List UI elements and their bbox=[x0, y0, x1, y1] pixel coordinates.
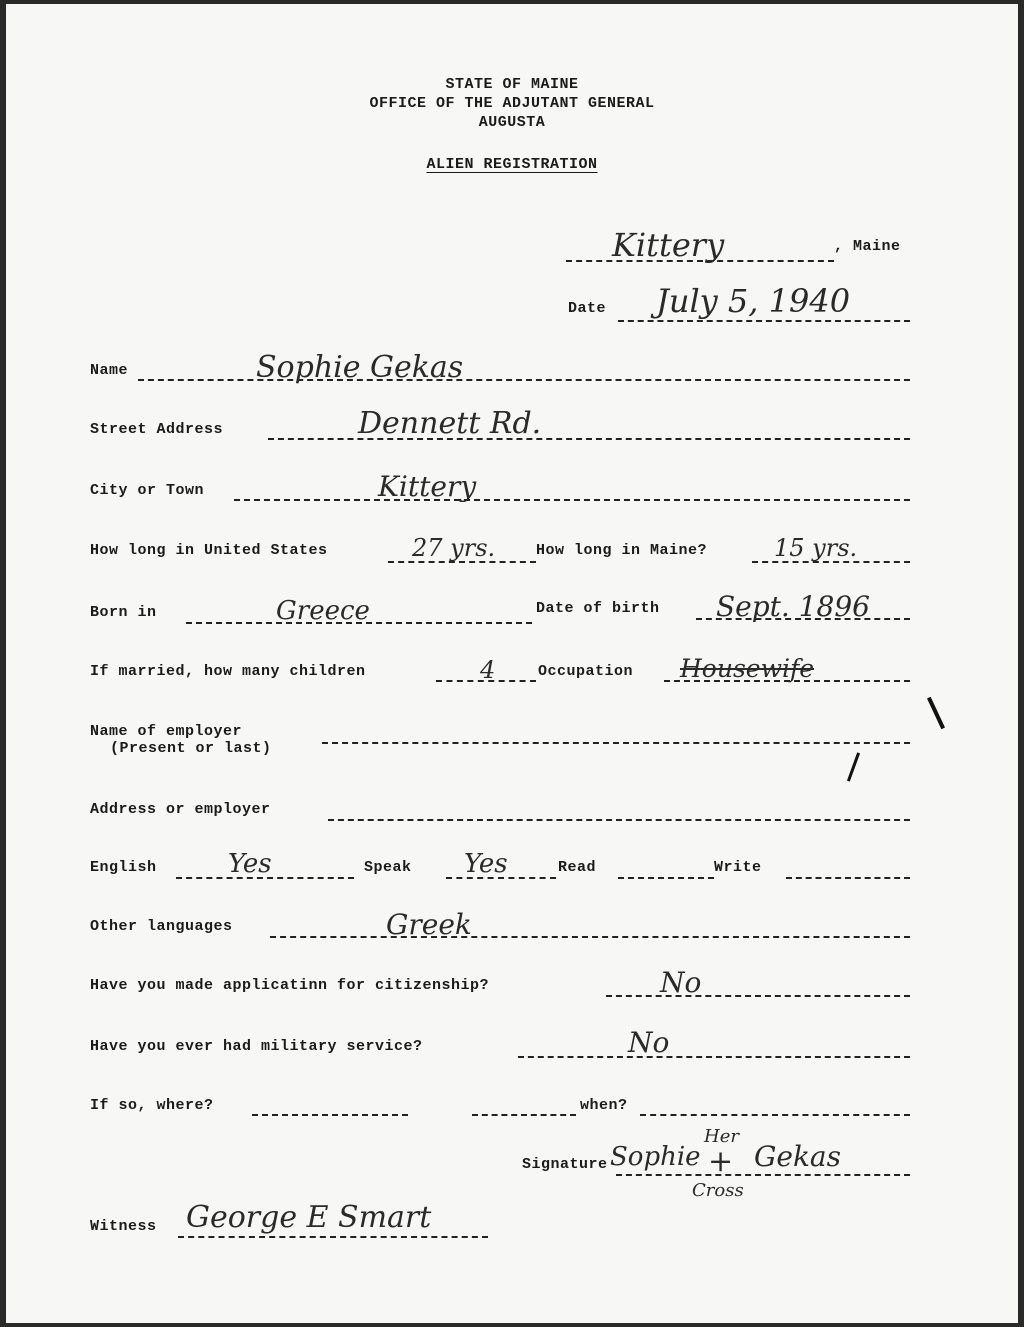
margin-ink-mark bbox=[927, 697, 945, 730]
dob-label: Date of birth bbox=[536, 600, 660, 617]
occupation-value: Housewife bbox=[680, 654, 815, 683]
citizenship-line bbox=[606, 995, 910, 997]
date-line bbox=[618, 320, 910, 322]
street-label: Street Address bbox=[90, 421, 224, 438]
employer-address-label: Address or employer bbox=[90, 801, 271, 818]
speak-value: Yes bbox=[464, 849, 508, 879]
dob-value: Sept. 1896 bbox=[716, 590, 870, 623]
city-value: Kittery bbox=[378, 470, 477, 503]
english-value: Yes bbox=[228, 849, 272, 879]
header-office: OFFICE OF THE ADJUTANT GENERAL bbox=[369, 95, 655, 112]
citizenship-label: Have you made applicatinn for citizenship? bbox=[90, 977, 490, 994]
speak-label: Speak bbox=[364, 859, 412, 876]
signature-line bbox=[616, 1174, 910, 1176]
children-label: If married, how many children bbox=[90, 663, 366, 680]
when-label: when? bbox=[580, 1097, 628, 1114]
military-label: Have you ever had military service? bbox=[90, 1038, 423, 1055]
city-line bbox=[234, 499, 910, 501]
signature-mark: + bbox=[708, 1144, 734, 1179]
city-label: City or Town bbox=[90, 482, 205, 499]
other-languages-value: Greek bbox=[386, 908, 472, 941]
witness-value: George E Smart bbox=[186, 1200, 432, 1235]
signature-label: Signature bbox=[522, 1156, 608, 1173]
witness-line bbox=[178, 1236, 488, 1238]
us-value: 27 yrs. bbox=[412, 534, 496, 562]
header-state: STATE OF MAINE bbox=[445, 76, 579, 93]
military-line bbox=[518, 1056, 910, 1058]
us-label: How long in United States bbox=[90, 542, 328, 559]
employer-sublabel: (Present or last) bbox=[110, 740, 272, 757]
write-line bbox=[786, 877, 910, 879]
read-label: Read bbox=[558, 859, 597, 876]
write-label: Write bbox=[714, 859, 762, 876]
occupation-label: Occupation bbox=[538, 663, 634, 680]
header-city: AUGUSTA bbox=[478, 114, 546, 131]
other-languages-label: Other languages bbox=[90, 918, 233, 935]
margin-ink-tick bbox=[847, 752, 860, 781]
born-value: Greece bbox=[276, 596, 370, 626]
place-suffix: , Maine bbox=[834, 238, 901, 255]
name-value: Sophie Gekas bbox=[256, 350, 464, 385]
date-label: Date bbox=[568, 300, 607, 317]
where-line-1 bbox=[252, 1114, 408, 1116]
signature-cross: Cross bbox=[692, 1180, 744, 1201]
where-line-2 bbox=[472, 1114, 576, 1116]
maine-label: How long in Maine? bbox=[536, 542, 708, 559]
signature-last: Gekas bbox=[754, 1140, 841, 1173]
registration-form bbox=[6, 4, 1018, 1323]
employer-label: Name of employer bbox=[90, 723, 243, 740]
witness-label: Witness bbox=[90, 1218, 157, 1235]
name-line bbox=[138, 379, 910, 381]
born-label: Born in bbox=[90, 604, 157, 621]
signature-her: Her bbox=[704, 1126, 739, 1147]
name-label: Name bbox=[90, 362, 129, 379]
signature-first: Sophie bbox=[610, 1142, 701, 1172]
street-value: Dennett Rd. bbox=[358, 406, 542, 441]
read-line bbox=[618, 877, 714, 879]
employer-address-line bbox=[328, 819, 910, 821]
other-languages-line bbox=[270, 936, 910, 938]
employer-line bbox=[322, 742, 910, 744]
english-label: English bbox=[90, 859, 157, 876]
where-label: If so, where? bbox=[90, 1097, 214, 1114]
maine-value: 15 yrs. bbox=[774, 534, 858, 562]
place-value: Kittery bbox=[612, 226, 725, 264]
children-value: 4 bbox=[480, 656, 496, 684]
citizenship-value: No bbox=[660, 966, 702, 999]
date-value: July 5, 1940 bbox=[656, 282, 851, 320]
when-line bbox=[640, 1114, 910, 1116]
form-title: ALIEN REGISTRATION bbox=[426, 156, 598, 173]
military-value: No bbox=[628, 1026, 670, 1059]
